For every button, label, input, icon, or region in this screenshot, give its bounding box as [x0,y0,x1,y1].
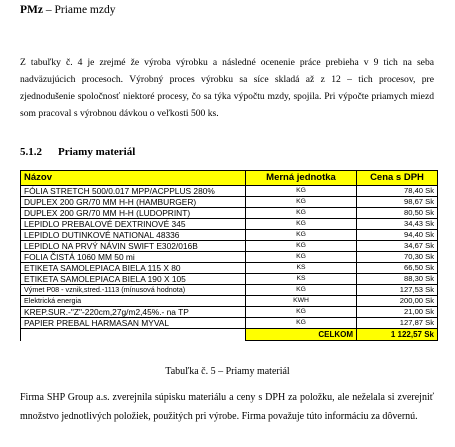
intro-paragraph: Z tabuľky č. 4 je zrejmé že výroba výrobku a následné ocenenie práce prebieha v 9 tich na seba nadväzujúcich procesoch. Výrobný proces výrobku sa síce skladá až z 12 – tich procesov, pre zjednodušenie spoločnosť niektoré procesy, čo sa týka výpočtu mzdy, spojila. Pri výpočte priamych miezd som pracoval s výrobnou dávkou o veľkosti 500 ks. [20,57,434,119]
cell-unit: KG [246,186,357,197]
cell-price: 88,30 Sk [357,274,438,285]
table-row [21,252,438,263]
table-row [21,241,438,252]
section-heading [20,146,135,158]
cell-name: LEPIDLO DUTINKOVÉ NATIONAL 48336 [21,230,246,241]
cell-name: KREP.SUR.-"Z"-220cm,27g/m2,45%.- na TP [21,307,246,318]
cell-unit: KG [246,241,357,252]
cell-price: 34,43 Sk [357,219,438,230]
cell-name: FÓLIA STRETCH 500/0.017 MPP/ACPPLUS 280% [21,186,246,197]
cell-price: 34,67 Sk [357,241,438,252]
table-row [21,307,438,318]
cell-unit: KG [246,208,357,219]
table-caption: Tabuľka č. 5 – Priamy materiál [165,366,290,377]
cell-price: 200,00 Sk [357,296,438,307]
table-row [21,197,438,208]
cell-unit: KS [246,274,357,285]
table-row [21,186,438,197]
cell-price: 98,67 Sk [357,197,438,208]
cell-name: ETIKETA SAMOLEPIACA BIELA 190 X 105 [21,274,246,285]
cell-name: PAPIER PREBAL HARMASAN MYVAL [21,318,246,329]
table-row [21,208,438,219]
cell-price: 127,53 Sk [357,285,438,296]
cell-unit: KS [246,263,357,274]
closing-paragraph: Firma SHP Group a.s. zverejnila súpisku materiálu a ceny s DPH za položku, ale neželala si zverejniť množstvo jednotlivých položiek, použitých pri výrobe. Firma považuje túto informáciu za dôvernú. [20,392,434,422]
table-total-row [21,329,438,341]
page-header [20,4,115,16]
cell-price: 66,50 Sk [357,263,438,274]
cell-price: 21,00 Sk [357,307,438,318]
material-table [20,170,438,341]
cell-unit: KG [246,307,357,318]
table-header-row [21,171,438,186]
cell-price: 78,40 Sk [357,186,438,197]
header-abbreviation: PMz [20,4,43,16]
cell-unit: KG [246,219,357,230]
cell-name: ETIKETA SAMOLEPIACA BIELA 115 X 80 [21,263,246,274]
cell-unit: KG [246,252,357,263]
table-row [21,285,438,296]
cell-unit: KG [246,285,357,296]
table-row [21,230,438,241]
table-body [21,186,438,341]
header-title: – Priame mzdy [42,4,116,16]
section-title: Priamy materiál [58,146,136,158]
total-label: CELKOM [246,329,357,341]
cell-name: Elektrická energia [21,296,246,307]
header-name: Názov [21,171,246,186]
table-row [21,263,438,274]
table-row [21,219,438,230]
cell-price: 70,30 Sk [357,252,438,263]
total-blank-cell [21,329,246,341]
section-number: 5.1.2 [20,146,42,158]
cell-name: DUPLEX 200 GR/70 MM H-H (LUDOPRINT) [21,208,246,219]
cell-name: LEPIDLO PREBALOVÉ DEXTRINOVÉ 345 [21,219,246,230]
cell-name: DUPLEX 200 GR/70 MM H-H (HAMBURGER) [21,197,246,208]
cell-unit: KG [246,318,357,329]
table-row [21,296,438,307]
table-row [21,274,438,285]
header-unit: Merná jednotka [246,171,357,186]
header-price: Cena s DPH [357,171,438,186]
table-row [21,318,438,329]
cell-name: FOLIA ČISTÁ 1060 MM 50 mi [21,252,246,263]
total-value: 1 122,57 Sk [357,329,438,341]
cell-name: LEPIDLO NA PRVÝ NÁVIN SWIFT E302/016B [21,241,246,252]
cell-price: 80,50 Sk [357,208,438,219]
cell-unit: KG [246,197,357,208]
cell-unit: KG [246,230,357,241]
cell-name: Výmet P08 - vznik,stred.-1113 (mínusová hodnota) [21,285,246,296]
cell-unit: KWH [246,296,357,307]
cell-price: 127,87 Sk [357,318,438,329]
cell-price: 94,40 Sk [357,230,438,241]
